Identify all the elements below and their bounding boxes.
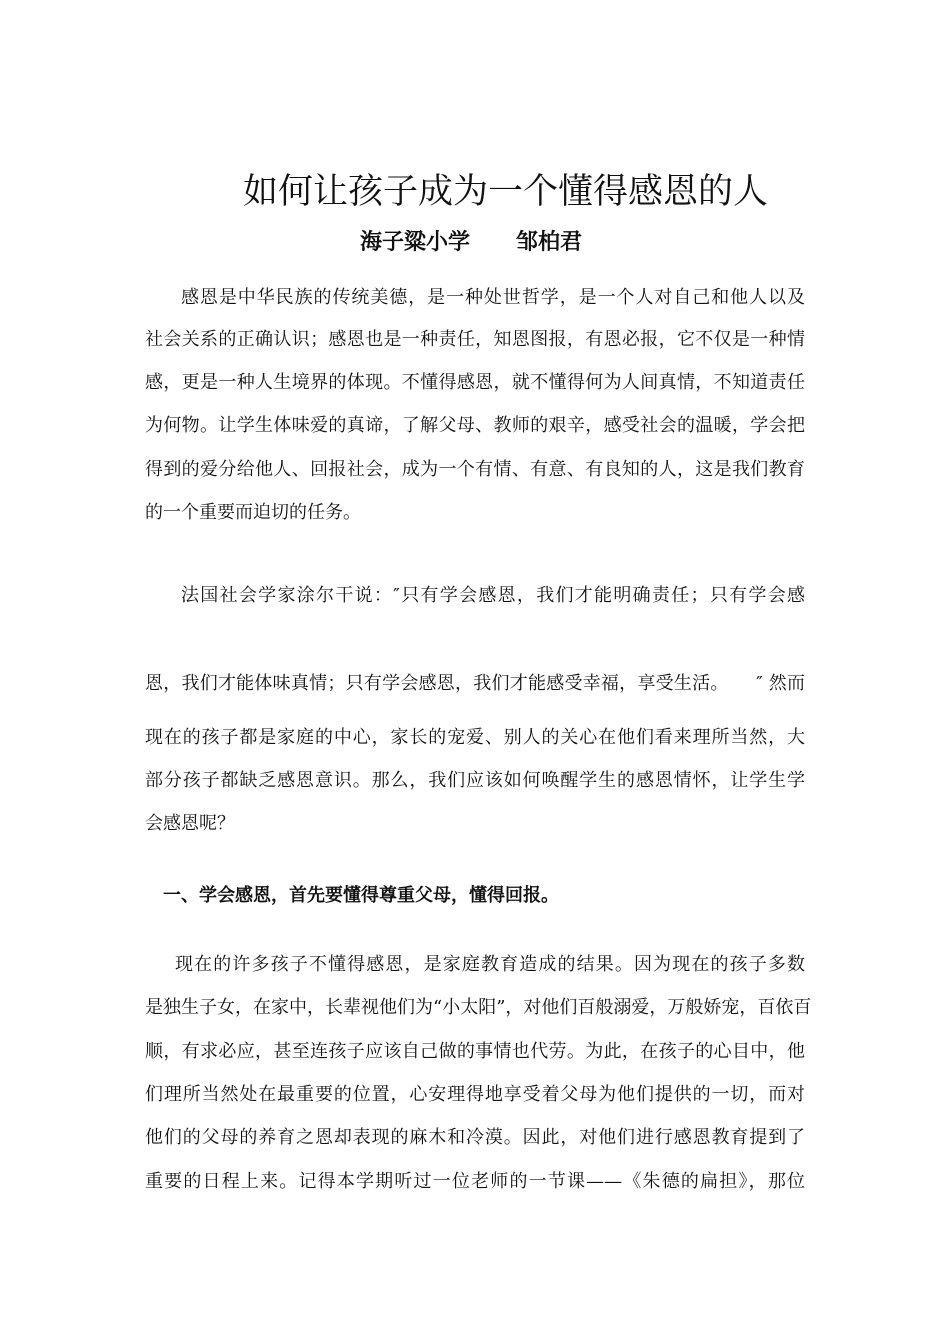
paragraph-2-line: 会感恩呢？ [145,813,235,834]
paragraph-2-line: 现在的孩子都是家庭的中心，家长的宠爱、别人的关心在他们看来理所当然，大 [145,727,805,748]
paragraph-1-line: 得到的爱分给他人、回报社会，成为一个有情、有意、有良知的人，这是我们教育 [145,459,805,480]
paragraph-1-line: 感，更是一种人生境界的体现。不懂得感恩，就不懂得何为人间真情，不知道责任 [145,372,805,393]
paragraph-3-line: 重要的日程上来。记得本学期听过一位老师的一节课——《朱德的扁担》，那位 [145,1171,805,1192]
paragraph-3-line: 是独生子女，在家中，长辈视他们为“小太阳”，对他们百般溺爱，万般娇宠，百依百 [145,997,812,1018]
paragraph-2-line: 部分孩子都缺乏感恩意识。那么，我们应该如何唤醒学生的感恩情怀，让学生学 [145,770,805,791]
paragraph-1-line: 的一个重要而迫切的任务。 [145,502,361,523]
section-heading: 一、学会感恩，首先要懂得尊重父母，懂得回报。 [163,885,559,906]
paragraph-2-line: 法国社会学家涂尔干说：″只有学会感恩，我们才能明确责任；只有学会感 [181,585,805,606]
paragraph-1-line: 社会关系的正确认识；感恩也是一种责任，知恩图报，有恩必报，它不仅是一种情 [145,329,805,350]
paragraph-3-line: 他们的父母的养育之恩却表现的麻木和冷漠。因此，对他们进行感恩教育提到了 [145,1127,805,1148]
paragraph-1-line: 感恩是中华民族的传统美德，是一种处世哲学，是一个人对自己和他人以及 [181,287,805,308]
document-title: 如何让孩子成为一个懂得感恩的人 [243,172,769,212]
paragraph-3-line: 们理所当然处在最重要的位置，心安理得地享受着父母为他们提供的一切，而对 [145,1084,805,1105]
paragraph-3-line: 顺，有求必应，甚至连孩子应该自己做的事情也代劳。为此，在孩子的心目中，他 [145,1041,805,1062]
paragraph-3-line: 现在的许多孩子不懂得感恩，是家庭教育造成的结果。因为现在的孩子多数 [175,954,805,975]
paragraph-1-line: 为何物。让学生体味爱的真谛，了解父母、教师的艰辛，感受社会的温暖，学会把 [145,415,805,436]
author-school: 海子粱小学 [360,229,471,255]
paragraph-2-line: 恩，我们才能体味真情；只有学会感恩，我们才能感受幸福，享受生活。 ″ 然而 [145,673,805,694]
author-name: 邹柏君 [516,229,583,255]
